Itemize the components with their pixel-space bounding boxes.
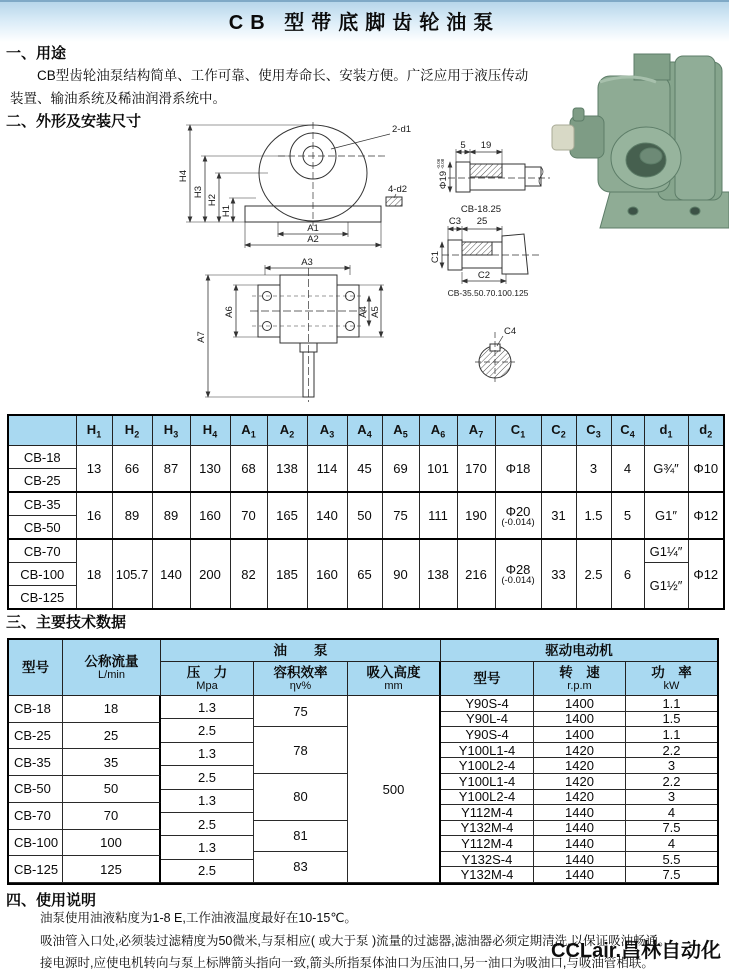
flow-cell: 35 bbox=[63, 749, 161, 776]
dim-cell: G1″ bbox=[644, 492, 688, 539]
dim-col-header: $d_2$ bbox=[688, 415, 724, 446]
power-cell: 1.5 bbox=[626, 712, 717, 728]
pressure-cell: 1.3 bbox=[161, 696, 254, 719]
dim-label-19: 19 bbox=[480, 140, 492, 151]
instruction-line: 油泵使用油液粘度为1-8 E,工作油液温度最好在10-15℃。 bbox=[40, 911, 357, 925]
rpm-cell: 1420 bbox=[534, 758, 626, 774]
dim-col-header: $A_1$ bbox=[230, 415, 267, 446]
dim-cell: 5 bbox=[611, 492, 644, 539]
tech-model-cell: CB-25 bbox=[9, 723, 63, 750]
flow-cell: 100 bbox=[63, 830, 161, 857]
dim-label-a7: A7 bbox=[196, 331, 207, 343]
dim-row-cb35 bbox=[8, 492, 724, 516]
model-cell: CB-25 bbox=[8, 469, 76, 493]
power-cell: 4 bbox=[626, 805, 717, 821]
dia19-tolerance-upper: -0.06 bbox=[436, 158, 441, 169]
pressure-cell: 2.5 bbox=[161, 860, 254, 883]
instruction-line: 接电源时,应使电机转向与泵上标牌箭头指向一致,箭头所指泵体油口为压油口,另一油口为吸油口,与吸油管相联。 bbox=[40, 956, 654, 970]
dim-label-25: 25 bbox=[476, 216, 488, 227]
dim-cell: 160 bbox=[307, 539, 347, 609]
dim-cell: 165 bbox=[267, 492, 307, 539]
tech-header-suction: 吸入高度 mm bbox=[348, 662, 441, 696]
flow-cell: 50 bbox=[63, 776, 161, 803]
dim-cell: 160 bbox=[190, 492, 230, 539]
dim-label-a2: A2 bbox=[307, 234, 319, 245]
power-cell: 7.5 bbox=[626, 867, 717, 883]
section-dims-heading: 二、外形及安装尺寸 bbox=[6, 113, 142, 130]
tech-header-model: 型号 bbox=[9, 640, 63, 696]
tech-header-motor-group: 驱动电动机 bbox=[441, 640, 717, 662]
dim-cell: Φ28 (-0.014) bbox=[495, 539, 541, 609]
model-cell: CB-100 bbox=[8, 563, 76, 586]
pressure-cell: 1.3 bbox=[161, 790, 254, 813]
dim-cell: 13 bbox=[76, 446, 112, 493]
rpm-cell: 1440 bbox=[534, 836, 626, 852]
model-cell: CB-70 bbox=[8, 539, 76, 563]
dim-cell: 170 bbox=[457, 446, 495, 493]
dim-label-4d2: 4-d2 bbox=[388, 184, 408, 195]
tech-table bbox=[7, 638, 719, 885]
rpm-cell: 1400 bbox=[534, 696, 626, 712]
pressure-cell: 2.5 bbox=[161, 719, 254, 742]
dim-col-header: $A_3$ bbox=[307, 415, 347, 446]
dim-col-header: $A_4$ bbox=[347, 415, 382, 446]
dim-cell: 6 bbox=[611, 539, 644, 609]
tech-model-cell: CB-70 bbox=[9, 803, 63, 830]
tech-table-header bbox=[9, 640, 717, 696]
dim-cell: 185 bbox=[267, 539, 307, 609]
dim-cell: 18 bbox=[76, 539, 112, 609]
dim-cell: 70 bbox=[230, 492, 267, 539]
rpm-cell: 1440 bbox=[534, 821, 626, 837]
dim-cell: 33 bbox=[541, 539, 576, 609]
tech-header-pressure: 压 力 Mpa bbox=[161, 662, 254, 696]
dim-cell: 130 bbox=[190, 446, 230, 493]
pressure-cell: 1.3 bbox=[161, 743, 254, 766]
watermark: CCLair.昌林自动化 bbox=[551, 940, 722, 962]
motor-model-cell: Y100L2-4 bbox=[441, 790, 534, 806]
pressure-cell: 1.3 bbox=[161, 836, 254, 859]
motor-model-cell: Y132M-4 bbox=[441, 821, 534, 837]
rpm-cell: 1440 bbox=[534, 867, 626, 883]
power-cell: 5.5 bbox=[626, 852, 717, 868]
dim-cell: 3 bbox=[576, 446, 611, 493]
flow-cell: 18 bbox=[63, 696, 161, 723]
instruction-line: 吸油管入口处,必须装过滤精度为50微米,与泵相应( 或大于泵 )流量的过滤器,滤油器必须定期清洗,以保证吸油畅通。 bbox=[40, 934, 671, 948]
motor-model-cell: Y90S-4 bbox=[441, 727, 534, 743]
efficiency-cell: 80 bbox=[254, 774, 348, 821]
power-cell: 2.2 bbox=[626, 743, 717, 759]
dim-cell: Φ10 bbox=[688, 446, 724, 493]
tech-table-body bbox=[9, 696, 717, 883]
motor-model-cell: Y100L2-4 bbox=[441, 758, 534, 774]
model-cell: CB-35 bbox=[8, 492, 76, 516]
dimension-drawing bbox=[150, 122, 580, 407]
dim-label-2d1: 2-d1 bbox=[392, 124, 412, 135]
dim-label-5: 5 bbox=[460, 140, 466, 151]
dim-cell bbox=[541, 446, 576, 493]
dim-cell: 138 bbox=[419, 539, 457, 609]
model-cell: CB-125 bbox=[8, 586, 76, 610]
pressure-cell: 2.5 bbox=[161, 813, 254, 836]
motor-model-cell: Y100L1-4 bbox=[441, 774, 534, 790]
rpm-cell: 1420 bbox=[534, 774, 626, 790]
rpm-cell: 1420 bbox=[534, 743, 626, 759]
motor-model-cell: Y112M-4 bbox=[441, 836, 534, 852]
power-cell: 1.1 bbox=[626, 696, 717, 712]
dimension-table bbox=[7, 414, 725, 610]
dim-col-header: $A_7$ bbox=[457, 415, 495, 446]
dim-cell: 68 bbox=[230, 446, 267, 493]
dim-col-header: $H_2$ bbox=[112, 415, 152, 446]
dim-cell: 216 bbox=[457, 539, 495, 609]
pressure-cell: 2.5 bbox=[161, 766, 254, 789]
dim-col-header: $C_2$ bbox=[541, 415, 576, 446]
dim-cell: 1.5 bbox=[576, 492, 611, 539]
tech-model-cell: CB-50 bbox=[9, 776, 63, 803]
dim-label-h2: H2 bbox=[207, 193, 218, 207]
dim-corner-cell bbox=[8, 415, 76, 446]
tech-header-power: 功 率 kW bbox=[626, 662, 717, 696]
dim-cell: 82 bbox=[230, 539, 267, 609]
dim-label-c1: C1 bbox=[430, 250, 441, 264]
motor-model-cell: Y132M-4 bbox=[441, 867, 534, 883]
dim-col-header: $H_4$ bbox=[190, 415, 230, 446]
tech-header-speed: 转 速 r.p.m bbox=[534, 662, 626, 696]
power-cell: 4 bbox=[626, 836, 717, 852]
dim-cell: Φ18 bbox=[495, 446, 541, 493]
dim-cell: 4 bbox=[611, 446, 644, 493]
dim-cell: 87 bbox=[152, 446, 190, 493]
efficiency-cell: 81 bbox=[254, 821, 348, 852]
section-instructions-heading: 四、使用说明 bbox=[6, 892, 97, 909]
dim-cell: 114 bbox=[307, 446, 347, 493]
rpm-cell: 1400 bbox=[534, 712, 626, 728]
tech-header-flow: 公称流量 L/min bbox=[63, 640, 161, 696]
dim-cell: 90 bbox=[382, 539, 419, 609]
dim-cell: 101 bbox=[419, 446, 457, 493]
rpm-cell: 1440 bbox=[534, 805, 626, 821]
dim-col-header: $H_1$ bbox=[76, 415, 112, 446]
dim-cell: Φ12 bbox=[688, 539, 724, 609]
motor-model-cell: Y90L-4 bbox=[441, 712, 534, 728]
dim-label-a6: A6 bbox=[224, 306, 235, 318]
pump-photo bbox=[540, 26, 729, 244]
dim-col-header: $d_1$ bbox=[644, 415, 688, 446]
dim-cell: 66 bbox=[112, 446, 152, 493]
dim-col-header: $C_1$ bbox=[495, 415, 541, 446]
dim-cell: G1½″ bbox=[644, 563, 688, 610]
rpm-cell: 1420 bbox=[534, 790, 626, 806]
dim-cell: 89 bbox=[152, 492, 190, 539]
dim-col-header: $H_3$ bbox=[152, 415, 190, 446]
dim-cell: 31 bbox=[541, 492, 576, 539]
efficiency-cell: 83 bbox=[254, 852, 348, 883]
tech-model-cell: CB-35 bbox=[9, 749, 63, 776]
dim-label-h1: H1 bbox=[221, 204, 232, 218]
power-cell: 1.1 bbox=[626, 727, 717, 743]
flow-cell: 125 bbox=[63, 856, 161, 883]
dim-table-header-row bbox=[8, 415, 724, 446]
flow-cell: 70 bbox=[63, 803, 161, 830]
dim-cell: 69 bbox=[382, 446, 419, 493]
dim-cell: 138 bbox=[267, 446, 307, 493]
dim-cell: 65 bbox=[347, 539, 382, 609]
dim-cell: 140 bbox=[152, 539, 190, 609]
tech-header-motor-model: 型号 bbox=[441, 662, 534, 696]
section-tech-heading: 三、主要技术数据 bbox=[6, 614, 127, 631]
dim-cell: 111 bbox=[419, 492, 457, 539]
tech-model-cell: CB-125 bbox=[9, 856, 63, 883]
dia19-tolerance-lower: -0.08 bbox=[440, 158, 445, 169]
dim-cell: 140 bbox=[307, 492, 347, 539]
tech-header-efficiency: 容积效率 ηv% bbox=[254, 662, 348, 696]
power-cell: 7.5 bbox=[626, 821, 717, 837]
motor-model-cell: Y100L1-4 bbox=[441, 743, 534, 759]
dim-cell: 105.7 bbox=[112, 539, 152, 609]
dim-label-c4: C4 bbox=[504, 326, 517, 337]
shaft-detail2-caption: CB-35.50.70.100.125 bbox=[447, 288, 529, 298]
power-cell: 2.2 bbox=[626, 774, 717, 790]
dim-cell: 75 bbox=[382, 492, 419, 539]
dim-cell: 50 bbox=[347, 492, 382, 539]
model-cell: CB-18 bbox=[8, 446, 76, 469]
shaft-detail1-caption: CB-18.25 bbox=[460, 204, 502, 215]
rpm-cell: 1400 bbox=[534, 727, 626, 743]
motor-model-cell: Y112M-4 bbox=[441, 805, 534, 821]
dim-cell: 16 bbox=[76, 492, 112, 539]
dim-label-a5: A5 bbox=[370, 306, 381, 318]
dim-col-header: $A_5$ bbox=[382, 415, 419, 446]
motor-model-cell: Y90S-4 bbox=[441, 696, 534, 712]
power-cell: 3 bbox=[626, 790, 717, 806]
motor-model-cell: Y132S-4 bbox=[441, 852, 534, 868]
flow-cell: 25 bbox=[63, 723, 161, 750]
dim-cell: 2.5 bbox=[576, 539, 611, 609]
efficiency-cell: 78 bbox=[254, 727, 348, 774]
dim-label-h3: H3 bbox=[193, 185, 204, 199]
dim-label-c3: C3 bbox=[448, 216, 462, 227]
tech-header-pump-group: 油 泵 bbox=[161, 640, 441, 662]
dim-label-a4: A4 bbox=[358, 306, 369, 318]
rpm-cell: 1440 bbox=[534, 852, 626, 868]
tech-model-cell: CB-100 bbox=[9, 830, 63, 857]
usage-paragraph: CB型齿轮油泵结构简单、工作可靠、使用寿命长、安装方便。广泛应用于液压传动装置、输油系统及稀油润滑系统中。 bbox=[10, 68, 529, 106]
dim-cell: Φ20 (-0.014) bbox=[495, 492, 541, 539]
model-cell: CB-50 bbox=[8, 516, 76, 540]
dim-cell: 200 bbox=[190, 539, 230, 609]
dim-row-cb70 bbox=[8, 539, 724, 563]
dim-label-c2: C2 bbox=[477, 270, 491, 281]
suction-height-cell: 500 bbox=[348, 696, 441, 883]
section-usage-heading: 一、用途 bbox=[6, 45, 67, 62]
dim-cell: 190 bbox=[457, 492, 495, 539]
dim-col-header: $C_4$ bbox=[611, 415, 644, 446]
dim-cell: G1¼″ bbox=[644, 539, 688, 563]
dim-col-header: $A_2$ bbox=[267, 415, 307, 446]
dim-label-h4: H4 bbox=[178, 169, 189, 183]
dim-cell: 45 bbox=[347, 446, 382, 493]
efficiency-cell: 75 bbox=[254, 696, 348, 727]
dim-cell: 89 bbox=[112, 492, 152, 539]
tech-model-cell: CB-18 bbox=[9, 696, 63, 723]
dim-label-dia19: Φ19 bbox=[438, 170, 449, 190]
dim-col-header: $C_3$ bbox=[576, 415, 611, 446]
power-cell: 3 bbox=[626, 758, 717, 774]
dim-row-cb18 bbox=[8, 446, 724, 469]
dim-cell: Φ12 bbox=[688, 492, 724, 539]
page-title: CB 型带底脚齿轮油泵 bbox=[228, 12, 501, 34]
dim-col-header: $A_6$ bbox=[419, 415, 457, 446]
dim-cell: G¾″ bbox=[644, 446, 688, 493]
dim-label-a1: A1 bbox=[307, 223, 319, 234]
dim-label-a3: A3 bbox=[301, 257, 313, 268]
